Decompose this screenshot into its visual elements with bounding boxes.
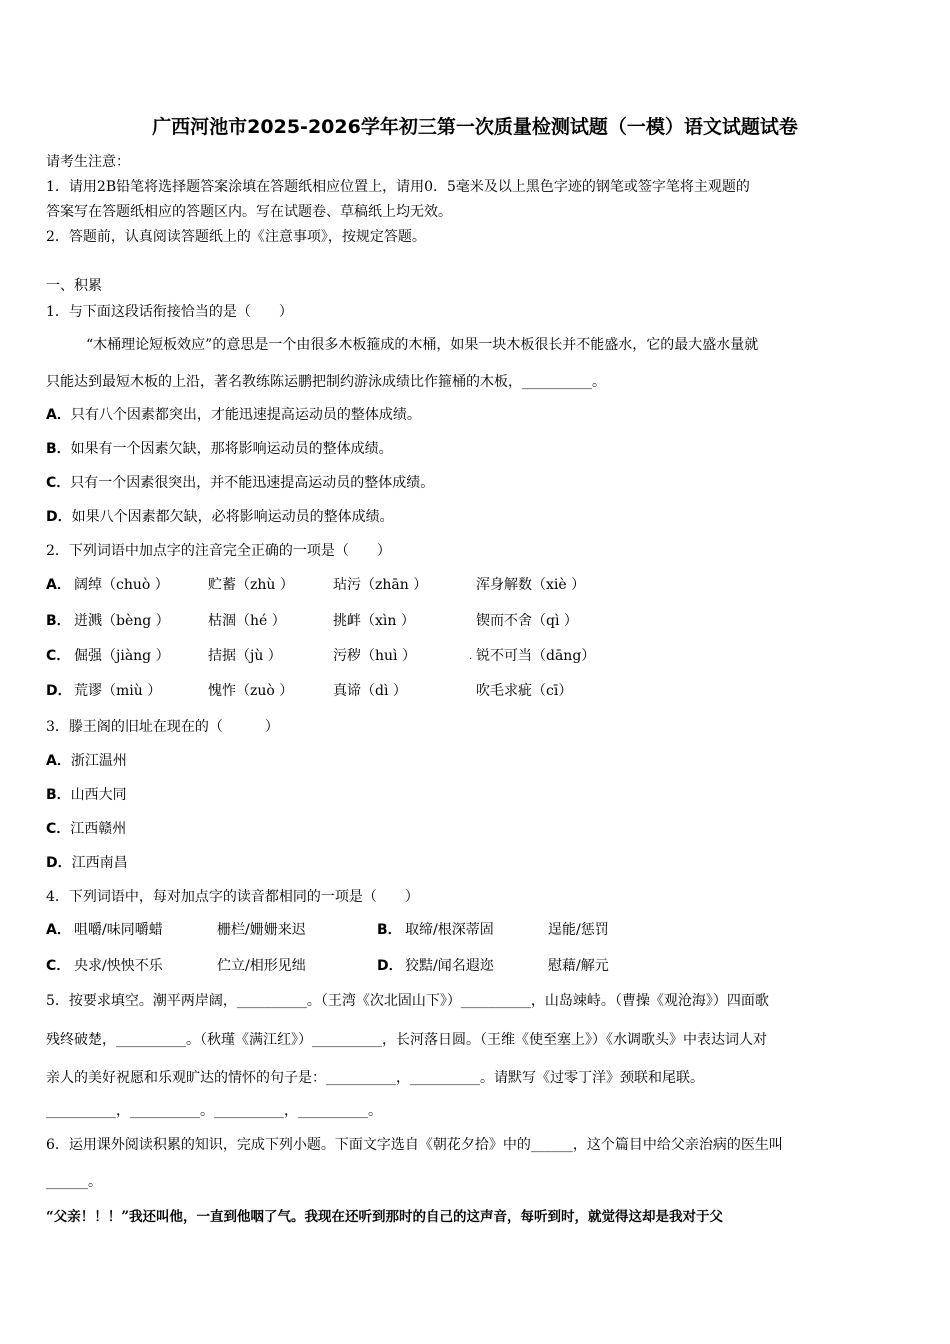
option-text: 如果有一个因素欠缺，那将影响运动员的整体成绩。 [70,441,393,457]
q2-a-word-4: 浑身解数（xiè ） [476,577,586,593]
q6-line-2: ______。 [46,1174,102,1190]
option-label: A． [46,577,71,593]
q3-option-b [46,785,127,805]
q1-option-b [46,439,393,459]
page-title: 广西河池市2025-2026学年初三第一次质量检测试题（一模）语文试题试卷 [152,116,798,138]
option-text: 江西赣州 [70,821,127,837]
section-heading: 一、积累 [46,278,102,294]
option-label: B． [46,613,71,629]
q2-d-word-4: 吹毛求疵（cī） [476,683,573,699]
option-label: A． [46,407,71,423]
option-label: C． [46,821,71,837]
q2-d-word-1: 荒谬（miù ） [74,683,162,699]
option-label: D． [46,683,72,699]
q3-option-a [46,751,127,771]
q2-b-word-2: 枯涸（hé ） [208,613,286,629]
notice-item-2: 2．答题前，认真阅读答题纸上的《注意事项》，按规定答题。 [46,229,426,245]
q2-a-word-3: 玷污（zhān ） [333,577,428,593]
q2-a-word-2: 贮蓄（zhù ） [208,577,294,593]
q1-paragraph-line-1: “木桶理论短板效应”的意思是一个由很多木板箍成的木桶，如果一块木板很长并不能盛水，它的最大盛水量就 [86,337,759,353]
emphasis-dot: · [469,654,473,665]
q4-d-word-2: 慰藉/解元 [548,958,609,974]
q4-a-word-1: 咀嚼/味同嚼蜡 [74,922,163,938]
option-label: B． [377,922,402,938]
q1-option-a [46,405,421,425]
q2-c-word-4: 锐不可当（dāng） [476,648,596,664]
q2-c-word-2: 拮据（jù ） [208,648,282,664]
q2-d-word-3: 真谛（dì ） [333,683,407,699]
q2-c-word-1: 倔强（jiàng ） [74,648,170,664]
option-text: 浙江温州 [70,753,127,769]
option-label: C． [46,958,71,974]
notice-item-1-line-1: 1．请用2B铅笔将选择题答案涂填在答题纸相应位置上，请用0．5毫米及以上黑色字迹的钢笔或签字笔将主观题的 [46,179,750,195]
option-label: D． [46,509,72,525]
q6-excerpt: “父亲！！！”我还叫他，一直到他咽了气。我现在还听到那时的自己的这声音，每听到时，就觉得这却是我对于父 [46,1209,724,1225]
q1-option-d [46,507,394,527]
q4-b-word-1: 取缔/根深蒂固 [405,922,494,938]
q1-stem: 1．与下面这段话衔接恰当的是（ ） [46,304,293,320]
q1-paragraph-line-2: 只能达到最短木板的上沿，著名教练陈运鹏把制约游泳成绩比作箍桶的木板，__________。 [46,374,606,390]
option-label: C． [46,475,71,491]
q3-option-d [46,853,128,873]
q3-stem: 3．滕王阁的旧址在现在的（ ） [46,719,279,735]
q4-c-word-2: 伫立/相形见绌 [217,958,306,974]
q5-line-1: 5．按要求填空。潮平两岸阔，__________。（王湾《次北固山下》）__________，山岛竦峙。（曹操《观沧海》）四面歌 [46,993,769,1009]
option-text: 如果八个因素都欠缺，必将影响运动员的整体成绩。 [71,509,394,525]
q5-line-3: 亲人的美好祝愿和乐观旷达的情怀的句子是：__________，__________。请默写《过零丁洋》颈联和尾联。 [46,1070,704,1086]
q1-option-c [46,473,434,493]
option-label: A． [46,753,71,769]
q4-a-word-2: 栅栏/姗姗来迟 [217,922,306,938]
q4-b-word-2: 逞能/惩罚 [548,922,609,938]
q5-line-4: __________，__________。__________，__________。 [46,1103,382,1119]
q2-b-word-3: 挑衅（xìn ） [333,613,415,629]
option-label: C． [46,648,71,664]
q4-c-word-1: 央求/怏怏不乐 [74,958,163,974]
option-text: 只有八个因素都突出，才能迅速提高运动员的整体成绩。 [70,407,421,423]
q2-b-word-4: 锲而不舍（qì ） [476,613,578,629]
option-text: 山西大同 [70,787,127,803]
q4-stem: 4．下列词语中，每对加点字的读音都相同的一项是（ ） [46,889,419,905]
option-label: D． [46,855,72,871]
q2-d-word-2: 愧怍（zuò ） [208,683,294,699]
option-label: A． [46,922,71,938]
q2-b-word-1: 迸溅（bèng ） [74,613,170,629]
notice-item-1-line-2: 答案写在答题纸相应的答题区内。写在试题卷、草稿纸上均无效。 [46,204,452,220]
notice-heading: 请考生注意： [46,154,130,170]
option-text: 江西南昌 [71,855,128,871]
q2-c-word-3: 污秽（huì ） [333,648,416,664]
option-label: B． [46,441,71,457]
option-text: 只有一个因素很突出，并不能迅速提高运动员的整体成绩。 [70,475,435,491]
option-label: D． [377,958,403,974]
q2-stem: 2．下列词语中加点字的注音完全正确的一项是（ ） [46,543,391,559]
q3-option-c [46,819,126,839]
option-label: B． [46,787,71,803]
q5-line-2: 残终破楚，__________。（秋瑾《满江红》）__________，长河落日圆。（王维《使至塞上》）《水调歌头》中表达词人对 [46,1032,767,1048]
q4-d-word-1: 狡黠/闻名遐迩 [405,958,494,974]
q2-a-word-1: 阔绰（chuò ） [74,577,169,593]
q6-line-1: 6．运用课外阅读积累的知识，完成下列小题。下面文字选自《朝花夕拾》中的______，这个篇目中给父亲治病的医生叫 [46,1137,783,1153]
